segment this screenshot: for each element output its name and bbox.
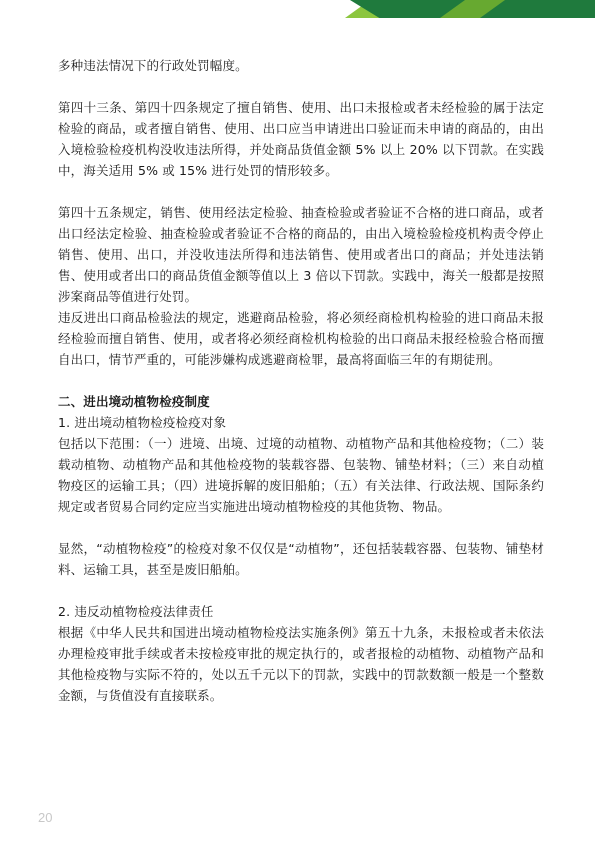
header-decoration bbox=[345, 0, 595, 18]
paragraph: 违反进出口商品检验法的规定，逃避商品检验，将必须经商检机构检验的进口商品未报经检验而擅自销售、使用，或者将必须经商检机构检验的出口商品未报经检验合格而擅自出口，情节严重的，可能涉嫌构成逃避商检罪，最高将面临三年的有期徒刑。 bbox=[58, 310, 544, 367]
paragraph: 第四十五条规定，销售、使用经法定检验、抽查检验或者验证不合格的进口商品，或者出口经法定检验、抽查检验或者验证不合格的商品的，由出入境检验检疫机构责令停止销售、使用、出口，并没收违法所得和违法销售、使用或者出口的商品；并处违法销售、使用或者出口的商品货值金额等值以上 3 倍以下罚款。实践中，海关一般都是按照涉案商品等值进行处罚。 bbox=[58, 205, 544, 304]
paragraph: 包括以下范围：（一）进境、出境、过境的动植物、动植物产品和其他检疫物；（二）装载动植物、动植物产品和其他检疫物的装载容器、包装物、铺垫材料；（三）来自动植物疫区的运输工具；（四）进境拆解的废旧船舶；（五）有关法律、行政法规、国际条约规定或者贸易合同约定应当实施进出境动植物检疫的其他货物、物品。 bbox=[58, 436, 544, 514]
paragraph: 第四十三条、第四十四条规定了擅自销售、使用、出口未报检或者未经检验的属于法定检验的商品，或者擅自销售、使用、出口应当申请进出口验证而未申请的商品的，由出入境检验检疫机构没收违法所得，并处商品货值金额 5% 以上 20% 以下罚款。在实践中，海关适用 5% 或 15% 进行处罚的情形较多。 bbox=[58, 100, 544, 178]
paragraph: 多种违法情况下的行政处罚幅度。 bbox=[58, 58, 248, 73]
page-body bbox=[58, 55, 544, 706]
page-number: 20 bbox=[38, 810, 53, 825]
subsection-heading: 2. 违反动植物检疫法律责任 bbox=[58, 604, 214, 619]
paragraph: 显然，“动植物检疫”的检疫对象不仅仅是“动植物”，还包括装载容器、包装物、铺垫材料、运输工具，甚至是废旧船舶。 bbox=[58, 541, 544, 577]
subsection-heading: 1. 进出境动植物检疫检疫对象 bbox=[58, 415, 227, 430]
section-heading: 二、进出境动植物检疫制度 bbox=[58, 394, 210, 409]
paragraph: 根据《中华人民共和国进出境动植物检疫法实施条例》第五十九条，未报检或者未依法办理检疫审批手续或者未按检疫审批的规定执行的，或者报检的动植物、动植物产品和其他检疫物与实际不符的，处以五千元以下的罚款，实践中的罚款数额一般是一个整数金额，与货值没有直接联系。 bbox=[58, 625, 544, 703]
